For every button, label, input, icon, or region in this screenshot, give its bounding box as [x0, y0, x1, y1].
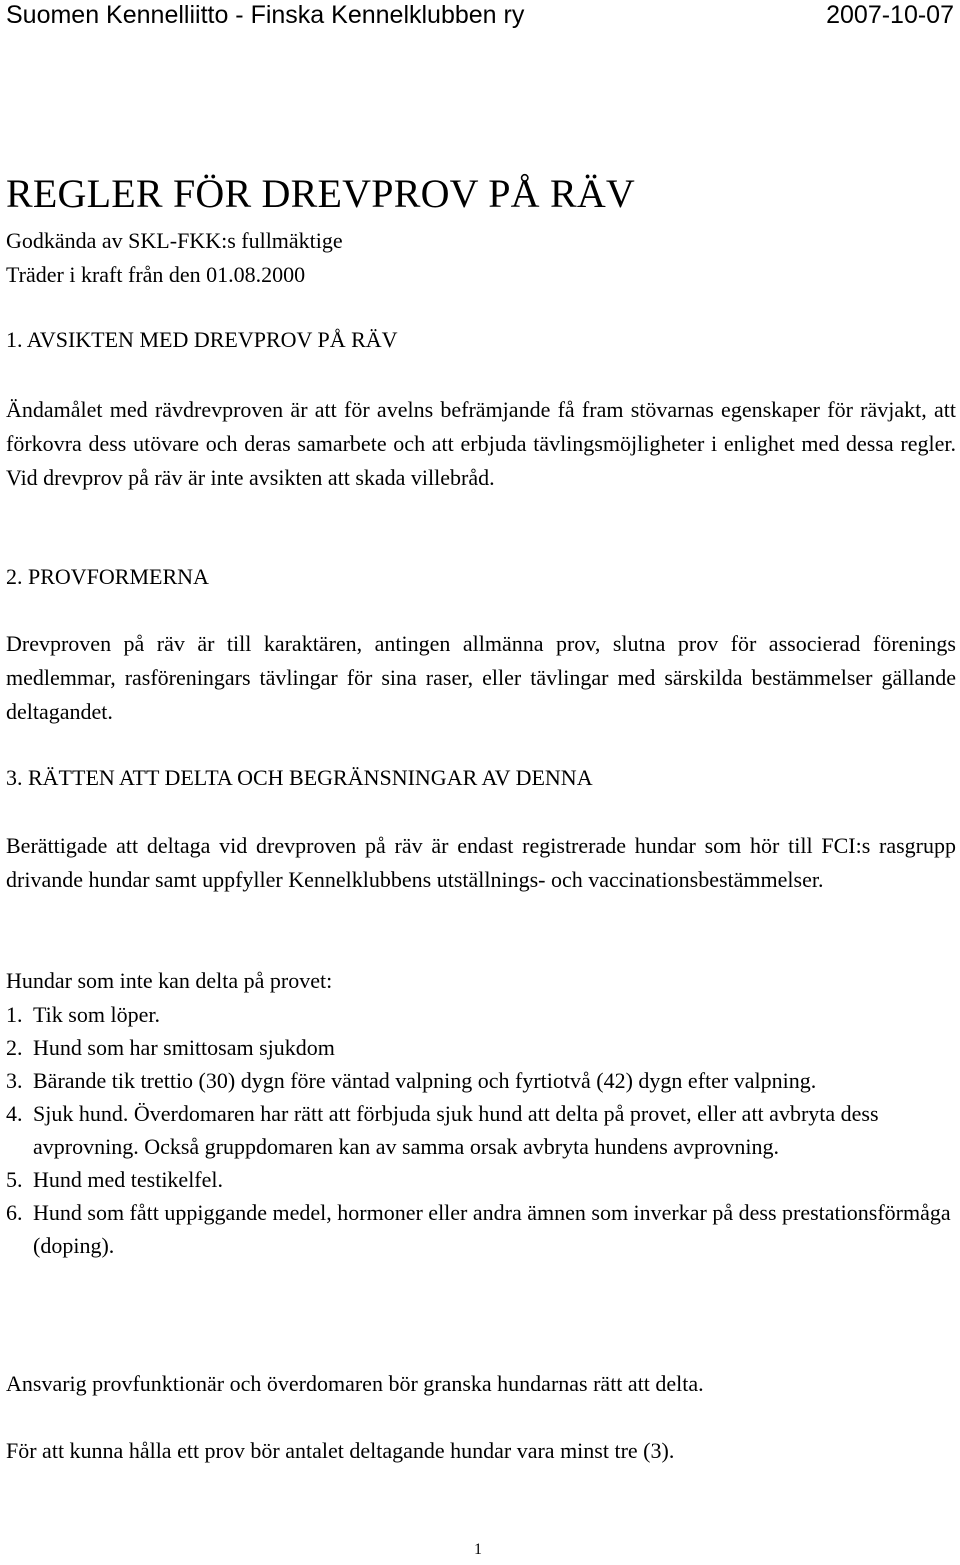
responsibility-note: Ansvarig provfunktionär och överdomaren bör granska hundarnas rätt att delta.	[6, 1371, 704, 1396]
list-item-number: 3.	[6, 1068, 23, 1093]
list-item-text: Hund som har smittosam sjukdom	[33, 1035, 335, 1060]
section-3-paragraph: Berättigade att deltaga vid drevproven på räv är endast registrerade hundar som hör till FCI:s rasgrupp drivande hundar samt uppfyller Kennelklubbens utställnings- och vaccinationsbestämmelser.	[6, 833, 956, 892]
list-item	[6, 1064, 956, 1097]
list-item-text: Sjuk hund. Överdomaren har rätt att förbjuda sjuk hund att delta på provet, eller att avbryta dess avprovning. Också gruppdomaren kan av samma orsak avbryta hundens avprovning.	[33, 1101, 879, 1159]
section-1-heading: 1. AVSIKTEN MED DREVPROV PÅ RÄV	[6, 327, 398, 352]
page-header	[6, 0, 954, 34]
list-item-number: 2.	[6, 1035, 23, 1060]
list-item-number: 5.	[6, 1167, 23, 1192]
list-item	[6, 1163, 956, 1196]
list-item	[6, 1196, 956, 1262]
document-title: REGLER FÖR DREVPROV PÅ RÄV	[6, 171, 636, 216]
list-item-text: Bärande tik trettio (30) dygn före väntad valpning och fyrtiotvå (42) dygn efter valpning.	[33, 1068, 817, 1093]
list-item-number: 1.	[6, 1002, 23, 1027]
list-item-number: 6.	[6, 1200, 23, 1225]
page-number: 1	[474, 1541, 482, 1558]
section-2-paragraph: Drevproven på räv är till karaktären, antingen allmänna prov, slutna prov för associerad förenings medlemmar, rasföreningars tävlingar för sina raser, eller tävlingar med särskilda bestämmelser gällande deltagandet.	[6, 631, 956, 724]
list-item	[6, 1097, 956, 1163]
excluded-dogs-intro: Hundar som inte kan delta på provet:	[6, 968, 333, 993]
section-3-heading: 3. RÄTTEN ATT DELTA OCH BEGRÄNSNINGAR AV DENNA	[6, 765, 593, 790]
list-item	[6, 998, 956, 1031]
effective-date-line: Träder i kraft från den 01.08.2000	[6, 262, 306, 287]
minimum-participants-note: För att kunna hålla ett prov bör antalet deltagande hundar vara minst tre (3).	[6, 1438, 675, 1463]
list-item	[6, 1031, 956, 1064]
header-date: 2007-10-07	[826, 1, 954, 29]
header-organization: Suomen Kennelliitto - Finska Kennelklubben ry	[6, 1, 525, 29]
section-2-heading: 2. PROVFORMERNA	[6, 564, 209, 589]
list-item-number: 4.	[6, 1101, 23, 1126]
section-1-paragraph: Ändamålet med rävdrevproven är att för avelns befrämjande få fram stövarnas egenskaper för rävjakt, att förkovra dess utövare och deras samarbete och att erbjuda tävlingsmöjligheter i enlighet med dessa regler. Vid drevprov på räv är inte avsikten att skada villebråd.	[6, 397, 956, 490]
list-item-text: Hund med testikelfel.	[33, 1167, 224, 1192]
list-item-text: Hund som fått uppiggande medel, hormoner eller andra ämnen som inverkar på dess prestationsförmåga (doping).	[33, 1200, 951, 1258]
excluded-dogs-list	[6, 998, 956, 1262]
approval-line: Godkända av SKL-FKK:s fullmäktige	[6, 228, 343, 253]
list-item-text: Tik som löper.	[33, 1002, 160, 1027]
